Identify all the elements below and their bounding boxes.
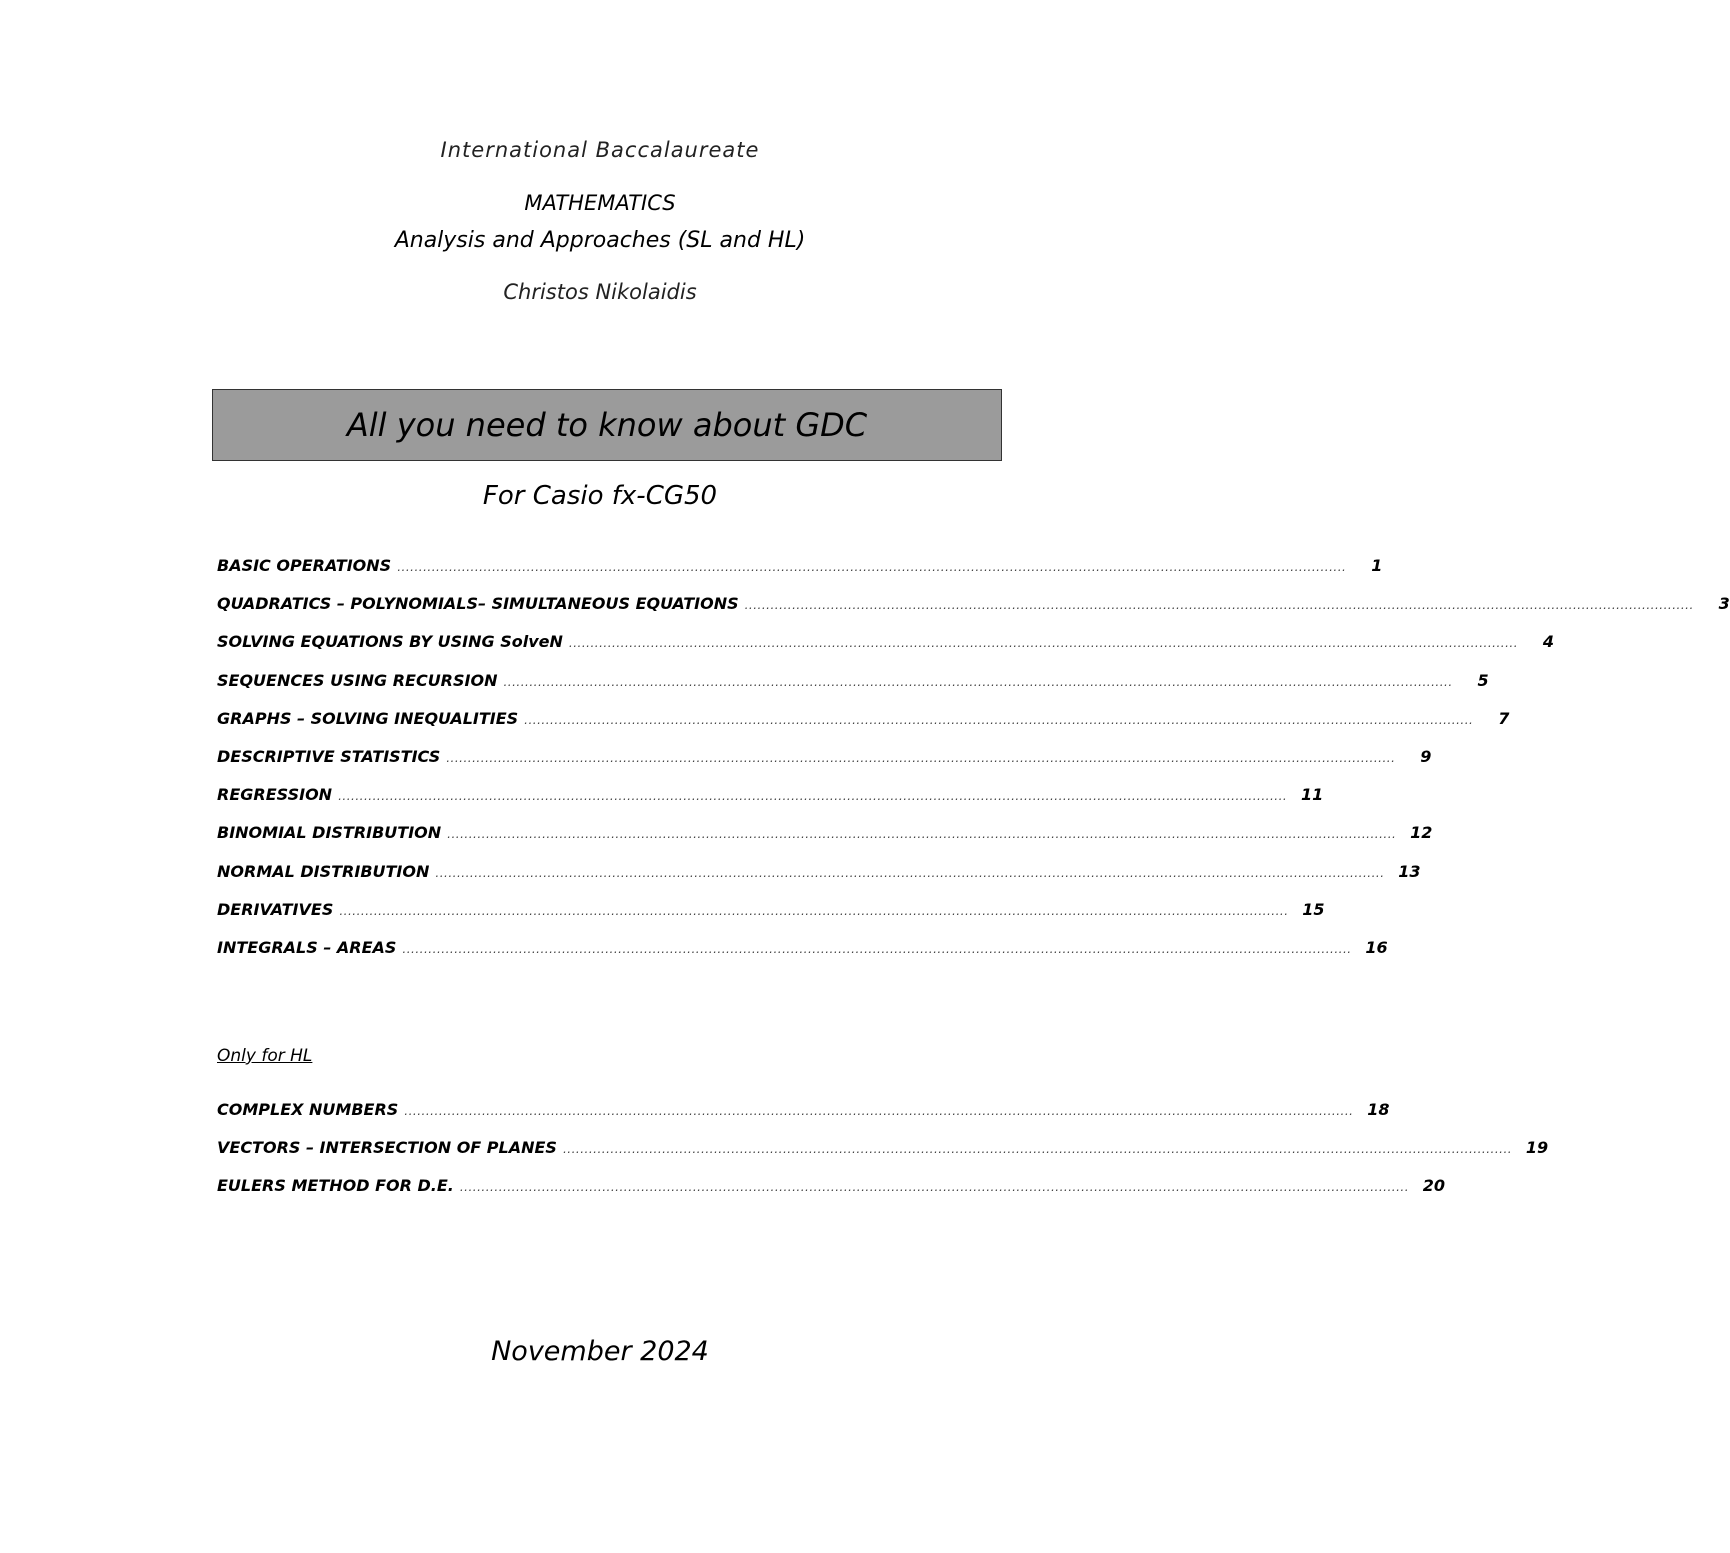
toc-entry-title: BASIC OPERATIONS bbox=[217, 556, 392, 575]
subject-title: MATHEMATICS bbox=[524, 191, 676, 215]
toc-entry bbox=[217, 708, 1510, 747]
toc-dot-leader: ............................................................................................................................................................................................................................ bbox=[524, 712, 1474, 727]
toc-entry bbox=[217, 594, 1730, 632]
toc-entry bbox=[217, 1138, 1549, 1176]
toc-dot-leader: ............................................................................................................................................................................................................................ bbox=[503, 674, 1453, 689]
table-of-contents bbox=[217, 556, 1730, 976]
toc-dot-leader: ............................................................................................................................................................................................................................ bbox=[744, 598, 1694, 613]
title-banner bbox=[212, 389, 1002, 461]
toc-entry-title: GRAPHS – SOLVING INEQUALITIES bbox=[217, 708, 519, 728]
toc-entry bbox=[217, 937, 1388, 976]
toc-entry-title: QUADRATICS – POLYNOMIALS– SIMULTANEOUS EQUATIONS bbox=[217, 594, 739, 614]
toc-entry-page: 9 bbox=[1420, 746, 1432, 766]
toc-entry-page: 13 bbox=[1398, 861, 1421, 881]
toc-entry-title: NORMAL DISTRIBUTION bbox=[217, 861, 430, 881]
course-title: Analysis and Approaches (SL and HL) bbox=[394, 228, 806, 253]
toc-entry-page: 18 bbox=[1367, 1100, 1390, 1119]
toc-entry bbox=[217, 1100, 1390, 1138]
toc-entry-page: 7 bbox=[1498, 708, 1510, 728]
toc-entry-page: 5 bbox=[1477, 670, 1489, 690]
toc-entry bbox=[217, 670, 1489, 709]
toc-entry-title: COMPLEX NUMBERS bbox=[217, 1100, 399, 1119]
toc-dot-leader: ............................................................................................................................................................................................................................ bbox=[446, 750, 1396, 765]
toc-dot-leader: ............................................................................................................................................................................................................................ bbox=[397, 560, 1347, 574]
banner-title: All you need to know about GDC bbox=[346, 406, 868, 444]
toc-entry-page: 19 bbox=[1525, 1138, 1549, 1158]
toc-entry-title: REGRESSION bbox=[217, 785, 333, 805]
toc-entry bbox=[217, 746, 1432, 785]
toc-entry bbox=[217, 556, 1383, 594]
toc-entry-title: VECTORS – INTERSECTION OF PLANES bbox=[217, 1138, 557, 1158]
toc-entry-title: DESCRIPTIVE STATISTICS bbox=[217, 746, 441, 766]
toc-entry bbox=[217, 823, 1433, 861]
toc-dot-leader: ............................................................................................................................................................................................................................ bbox=[568, 636, 1519, 651]
toc-entry-page: 12 bbox=[1410, 823, 1433, 843]
toc-entry-title: BINOMIAL DISTRIBUTION bbox=[217, 823, 442, 843]
toc-entry-page: 1 bbox=[1371, 556, 1383, 575]
toc-entry bbox=[217, 632, 1555, 670]
toc-entry-title: INTEGRALS – AREAS bbox=[217, 937, 397, 957]
toc-dot-leader: ............................................................................................................................................................................................................................ bbox=[562, 1142, 1513, 1157]
toc-dot-leader: ............................................................................................................................................................................................................................ bbox=[404, 1104, 1354, 1118]
toc-entry-title: SEQUENCES USING RECURSION bbox=[217, 670, 498, 690]
toc-dot-leader: ............................................................................................................................................................................................................................ bbox=[435, 865, 1385, 880]
publication-date: November 2024 bbox=[491, 1336, 709, 1367]
toc-entry-title: EULERS METHOD FOR D.E. bbox=[217, 1176, 454, 1196]
toc-dot-leader: ............................................................................................................................................................................................................................ bbox=[338, 789, 1288, 804]
toc-entry bbox=[217, 861, 1421, 900]
device-subtitle: For Casio fx-CG50 bbox=[482, 481, 718, 511]
toc-entry-page: 20 bbox=[1422, 1176, 1446, 1196]
hl-section-heading: Only for HL bbox=[217, 1046, 313, 1066]
toc-dot-leader: ............................................................................................................................................................................................................................ bbox=[459, 1180, 1410, 1195]
toc-entry bbox=[217, 899, 1325, 938]
toc-dot-leader: ............................................................................................................................................................................................................................ bbox=[339, 903, 1289, 918]
toc-entry bbox=[217, 785, 1324, 823]
institution-line: International Baccalaureate bbox=[440, 138, 760, 162]
table-of-contents-hl bbox=[217, 1100, 1549, 1215]
author-name: Christos Nikolaidis bbox=[503, 280, 697, 304]
toc-entry-page: 11 bbox=[1300, 785, 1324, 805]
toc-dot-leader: ............................................................................................................................................................................................................................ bbox=[447, 827, 1397, 842]
toc-entry-page: 15 bbox=[1302, 899, 1325, 919]
toc-entry-page: 3 bbox=[1718, 594, 1730, 614]
toc-dot-leader: ............................................................................................................................................................................................................................ bbox=[402, 941, 1352, 956]
toc-entry-title: DERIVATIVES bbox=[217, 899, 334, 919]
toc-entry-title: SOLVING EQUATIONS BY USING SolveN bbox=[217, 632, 563, 652]
toc-entry-page: 4 bbox=[1542, 632, 1555, 652]
toc-entry bbox=[217, 1176, 1446, 1214]
toc-entry-page: 16 bbox=[1365, 937, 1388, 957]
